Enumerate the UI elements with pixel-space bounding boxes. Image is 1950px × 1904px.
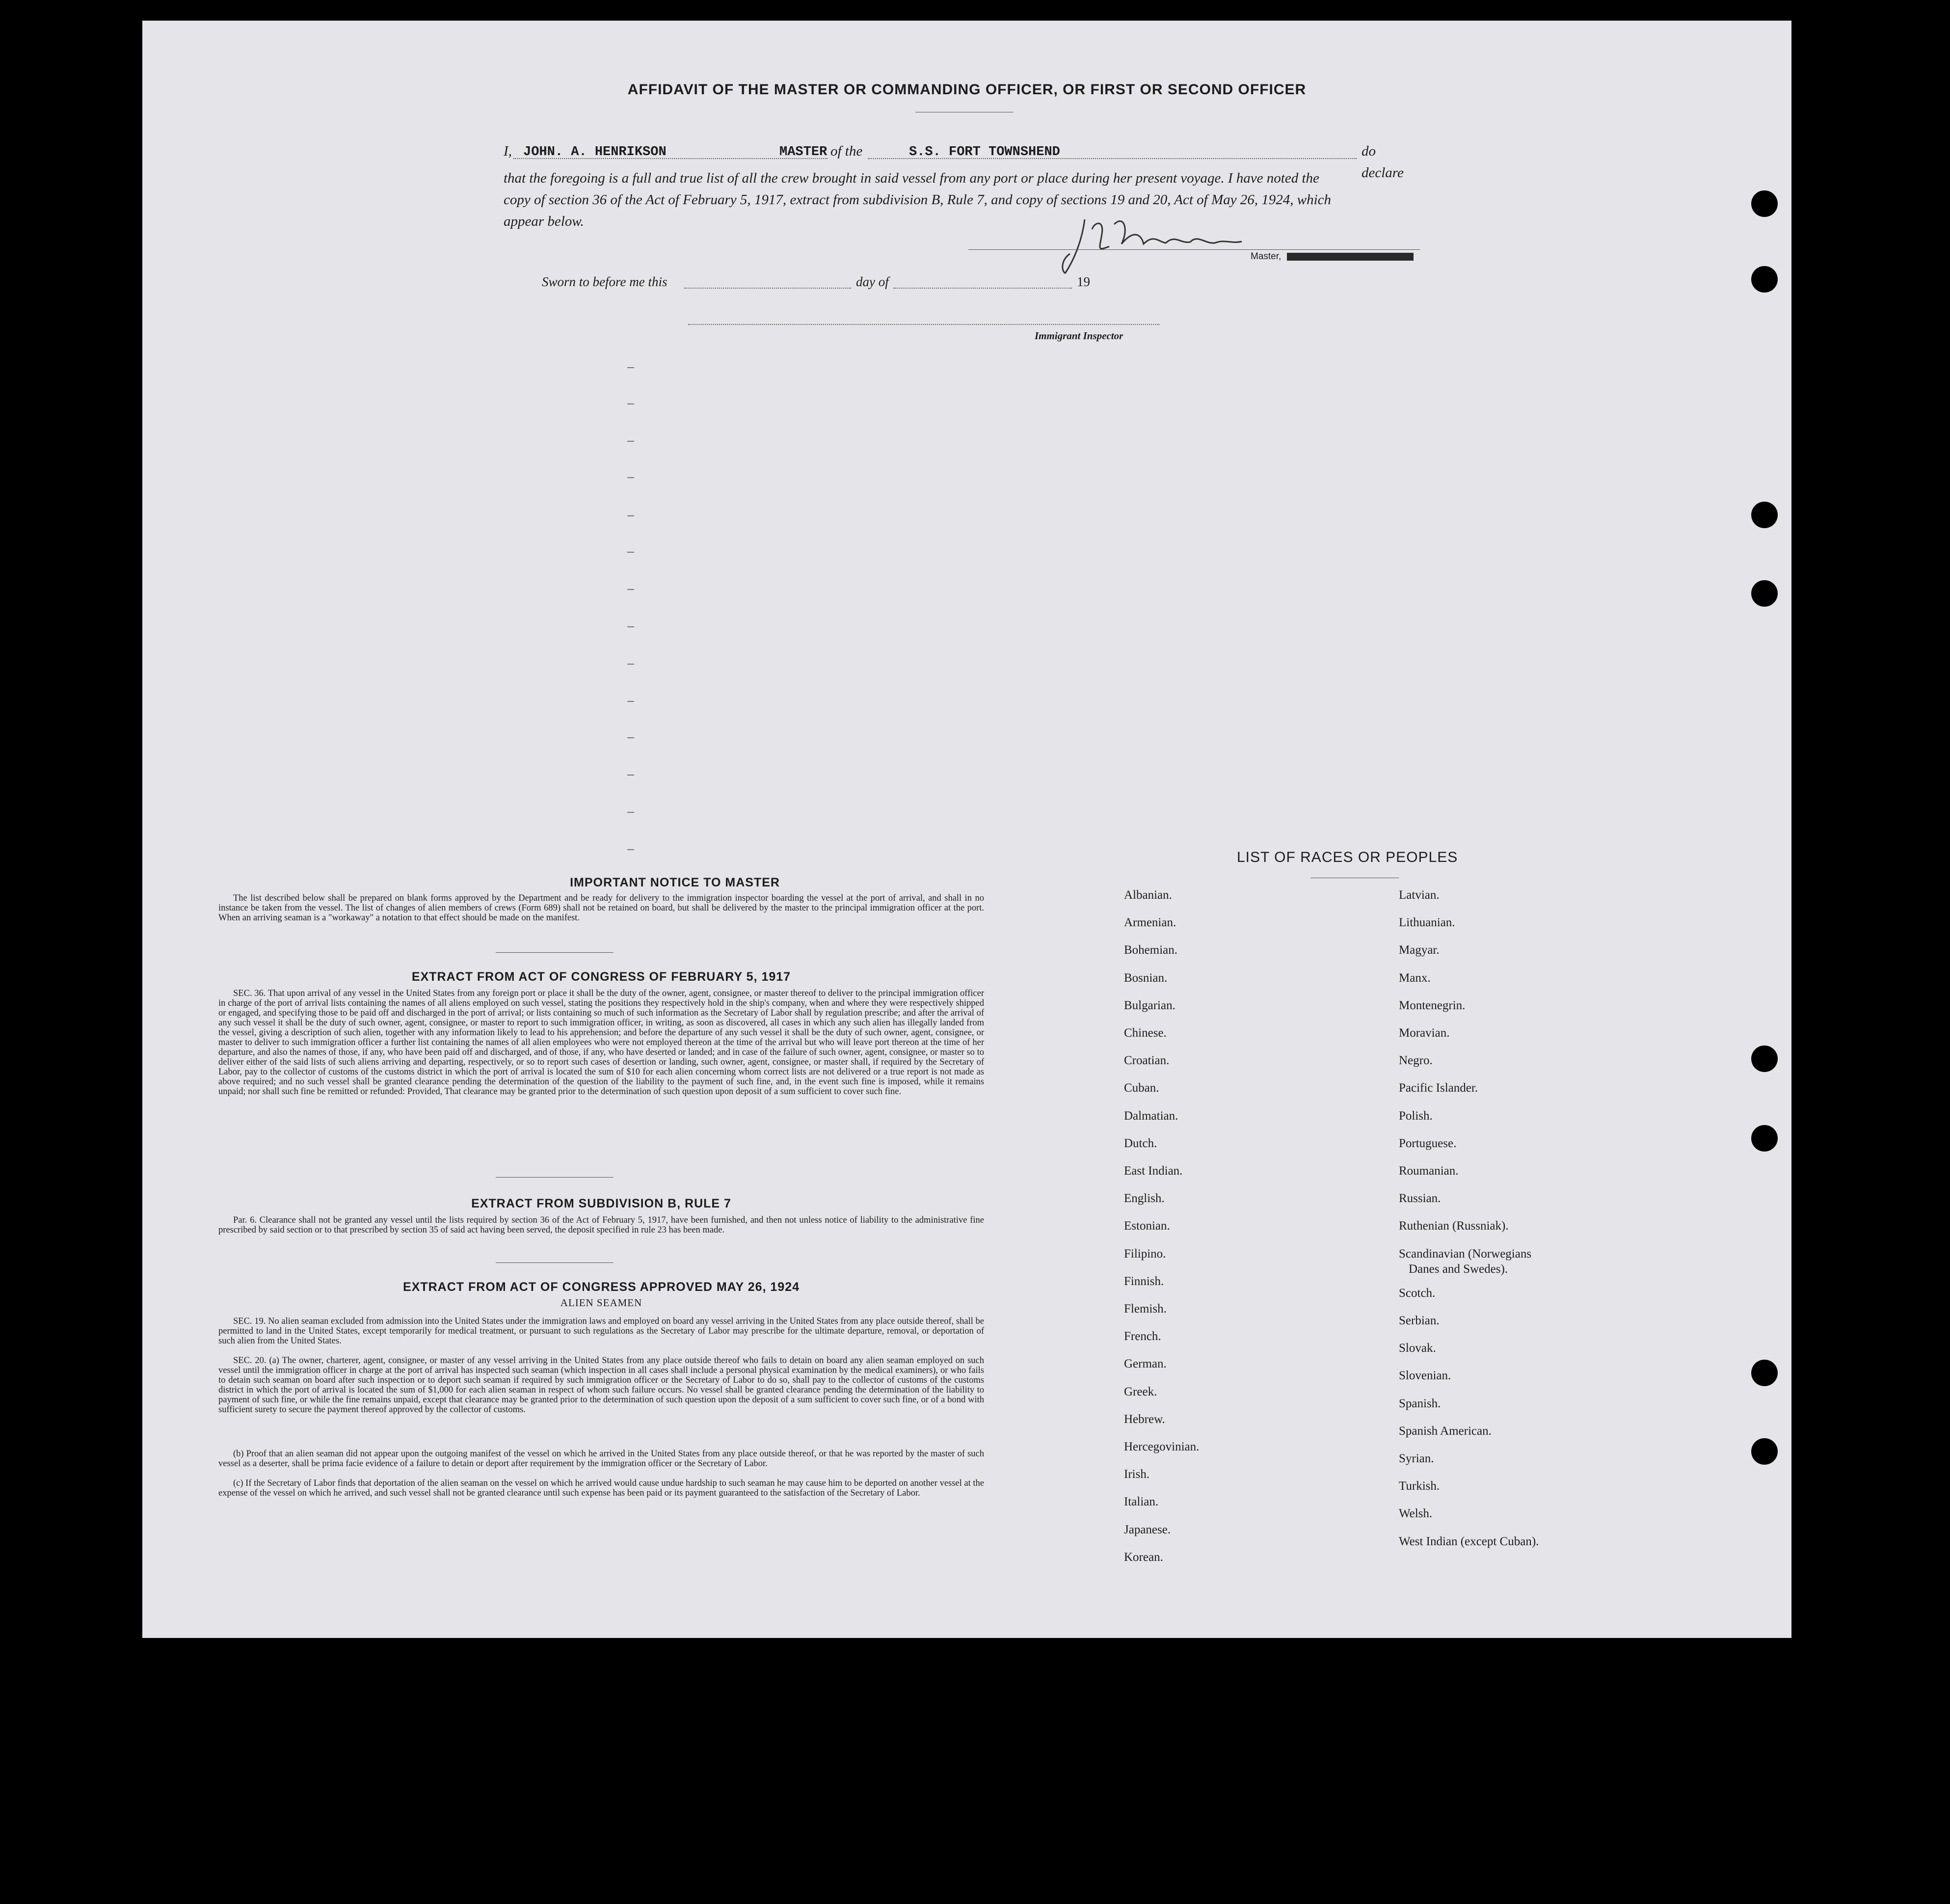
race-item: Slovenian. — [1399, 1369, 1451, 1383]
master-caption — [1251, 251, 1414, 262]
race-item: Irish. — [1124, 1468, 1150, 1481]
extract-1924-title: EXTRACT FROM ACT OF CONGRESS APPROVED MAY 26, 1924 — [402, 1280, 800, 1294]
race-item: Ruthenian (Russniak). — [1399, 1219, 1509, 1233]
race-item: Estonian. — [1124, 1219, 1170, 1233]
rule7-text: Par. 6. Clearance shall not be granted any vessel until the lists required by section 36 of the Act of February 5, 1917, have been furnished, and then not unless notice of liability to the administrative fine prescribed by said section or to that prescribed by section 35 of said act having been served, the deposit specified in rule 23 has been made. — [218, 1215, 984, 1235]
handwritten-signature — [1055, 200, 1252, 278]
row-mark — [627, 664, 634, 665]
row-mark — [627, 589, 634, 590]
race-item: Polish. — [1399, 1109, 1433, 1123]
declaration-line-4: appear below. — [504, 214, 584, 229]
race-item: Bosnian. — [1124, 971, 1168, 985]
year-label: 19 — [1077, 274, 1090, 289]
race-item: East Indian. — [1124, 1164, 1183, 1178]
race-item: Turkish. — [1399, 1479, 1440, 1493]
extract-1917-text: SEC. 36. That upon arrival of any vessel in the United States from any foreign port or place it shall be the duty of the owner, agent, consignee, or master thereof to deliver to the principal immigration officer in charge of the port of arrival lists containing the names of all aliens employed on such vessel, stating the positions they respectively hold in the ship's company, when and where they were respectively shipped or engaged, and specifying those to be paid off and discharged in the port of arrival; or lists containing so much of such information as the Secretary of Labor shall by regulation prescribe; and after the arrival of any such vessel it shall be the duty of such owner, agent, consignee, or master to report to such immigration officer, in writing, as soon as discovered, all cases in which any such alien has illegally landed from the vessel, giving a description of such alien, together with any information likely to lead to his apprehension; and before the departure of any such vessel it shall be the duty of such owner, agent, consignee, or master to deliver to such immigration officer a further list containing the names of all alien employees who were not employed thereon at the time of the arrival but who will leave port thereon at the time of her departure, and also the names of those, if any, who have been paid off and discharged, and of those, if any, who have deserted or landed; and in case of the failure of such owner, agent, consignee, or master so to deliver either of the said lists of such aliens arriving and departing, respectively, or so to report such cases of desertion or landing, such owner, agent, consignee, or master shall, if required by the Secretary of Labor, pay to the collector of customs of the customs district in which the port of arrival is located the sum of $10 for each alien concerning whom correct lists are not delivered or a true report is not made as above required; and no such vessel shall be granted clearance pending the determination of the question of the liability to the payment of such fine, and, in the event such fine is imposed, while it remains unpaid; nor shall such fine be remitted or refunded: Provided, That clearance may be granted prior to the determination of such question upon deposit of a sum sufficient to cover such fine. — [218, 989, 984, 1097]
punch-hole — [1751, 502, 1778, 528]
race-item: Slovak. — [1399, 1341, 1436, 1355]
race-item: Pacific Islander. — [1399, 1081, 1478, 1095]
sec20c-text: (c) If the Secretary of Labor finds that deportation of the alien seaman on the vessel on which he arrived would cause undue hardship to such seaman he may cause him to be deported on another vessel at the expense of the vessel on which he arrived, and such vessel shall not be granted clearance until such expense has been paid or its payment guaranteed to the satisfaction of the Secretary of Labor. — [218, 1478, 984, 1498]
row-mark — [627, 403, 634, 404]
i-label: I, — [504, 143, 512, 159]
race-item: Dutch. — [1124, 1136, 1157, 1150]
sworn-month-line — [893, 288, 1072, 289]
race-item: Flemish. — [1124, 1302, 1167, 1315]
race-item: Moravian. — [1399, 1026, 1450, 1040]
extract-1917-divider — [496, 1177, 614, 1178]
vessel-name: S.S. FORT TOWNSHEND — [909, 145, 1060, 160]
race-item: Spanish. — [1399, 1396, 1441, 1410]
race-item: Italian. — [1124, 1495, 1159, 1509]
race-item: Latvian. — [1399, 888, 1440, 902]
sec20b-text: (b) Proof that an alien seaman did not appear upon the outgoing manifest of the vessel on which he arrived in the United States from any place outside thereof, or that he was reported by the master of such vessel as a deserter, shall be prima facie evidence of a failure to detain or deport after requirement by the immigration officer or the Secretary of Labor. — [218, 1449, 984, 1469]
race-item: English. — [1124, 1192, 1165, 1206]
inspector-caption: Immigrant Inspector — [1035, 330, 1123, 342]
race-item: Scotch. — [1399, 1286, 1436, 1300]
race-item: Hercegovinian. — [1124, 1440, 1200, 1453]
race-item: Japanese. — [1124, 1523, 1171, 1536]
punch-hole — [1751, 1438, 1778, 1465]
vessel-line — [868, 158, 1357, 159]
row-mark — [627, 515, 634, 516]
punch-hole — [1751, 266, 1778, 293]
race-item: Lithuanian. — [1399, 916, 1455, 930]
race-item: West Indian (except Cuban). — [1399, 1534, 1539, 1548]
master-rank: MASTER — [779, 145, 828, 160]
master-name: JOHN. A. HENRIKSON — [523, 145, 667, 160]
row-mark — [627, 701, 634, 702]
of-the-label: of the — [830, 143, 863, 159]
race-item: Croatian. — [1124, 1054, 1170, 1068]
race-item: Welsh. — [1399, 1507, 1433, 1521]
race-item: Portuguese. — [1399, 1136, 1457, 1150]
race-item: Syrian. — [1399, 1452, 1434, 1465]
race-item: Roumanian. — [1399, 1164, 1459, 1178]
punch-hole — [1751, 1360, 1778, 1386]
affidavit-title: AFFIDAVIT OF THE MASTER OR COMMANDING OFFICER, OR FIRST OR SECOND OFFICER — [627, 81, 1307, 98]
master-caption-label: Master, — [1251, 251, 1282, 262]
row-mark — [627, 367, 634, 368]
notice-text: The list described below shall be prepared on blank forms approved by the Department and be ready for delivery to the immigration inspector boarding the vessel at the port of arrival, and shall in no instance be taken from the vessel. The list of changes of alien members of crews (Form 689) shall not be retained on board, but shall be delivered by the master to the principal immigration officer at the port. When an arriving seaman is a "workaway" a notation to that effect should be made on the manifest. — [218, 893, 984, 923]
extract-1917-title: EXTRACT FROM ACT OF CONGRESS OF FEBRUARY 5, 1917 — [411, 970, 791, 984]
document-page — [142, 21, 1791, 1638]
do-declare-label: do declare — [1362, 143, 1404, 181]
race-item: Russian. — [1399, 1192, 1441, 1206]
punch-hole — [1751, 1125, 1778, 1152]
row-mark — [627, 552, 634, 553]
declaration-line-3: copy of section 36 of the Act of February 5, 1917, extract from subdivision B, Rule 7, and copy of sections 19 and 20, Act of May 26, 1924, which — [504, 192, 1332, 208]
race-item: Armenian. — [1124, 916, 1176, 930]
race-item: Filipino. — [1124, 1247, 1166, 1260]
row-mark — [627, 626, 634, 627]
row-mark — [627, 849, 634, 850]
race-item: Manx. — [1399, 971, 1431, 985]
race-item: Spanish American. — [1399, 1424, 1492, 1438]
races-title: LIST OF RACES OR PEOPLES — [1237, 849, 1458, 865]
punch-hole — [1751, 580, 1778, 607]
extract-1924-subtitle: ALIEN SEAMEN — [560, 1297, 642, 1309]
race-item: Korean. — [1124, 1550, 1163, 1564]
sworn-label: Sworn to before me this — [542, 274, 668, 289]
race-item: Bulgarian. — [1124, 998, 1175, 1012]
race-item: German. — [1124, 1357, 1167, 1371]
row-mark — [627, 775, 634, 776]
race-item: Greek. — [1124, 1385, 1157, 1398]
declaration-line-2: that the foregoing is a full and true list of all the crew brought in said vessel from any port or place during her present voyage. I have noted the — [504, 170, 1319, 186]
row-mark — [627, 441, 634, 442]
notice-title: IMPORTANT NOTICE TO MASTER — [570, 876, 780, 889]
row-mark — [627, 812, 634, 813]
row-mark — [627, 737, 634, 738]
sworn-line — [542, 271, 1131, 295]
row-mark — [627, 477, 634, 478]
name-line — [513, 158, 828, 159]
rule7-title: EXTRACT FROM SUBDIVISION B, RULE 7 — [471, 1197, 731, 1210]
race-scandinavian-continued: Danes and Swedes). — [1409, 1262, 1508, 1276]
struck-text — [1287, 253, 1414, 261]
race-item: Finnish. — [1124, 1274, 1164, 1288]
race-item: Albanian. — [1124, 888, 1172, 902]
race-item: Dalmatian. — [1124, 1109, 1178, 1123]
race-item: Magyar. — [1399, 943, 1440, 957]
race-item: Serbian. — [1399, 1314, 1440, 1327]
race-item: Montenegrin. — [1399, 998, 1466, 1012]
sworn-day-line — [684, 288, 851, 289]
race-item: Chinese. — [1124, 1026, 1167, 1040]
race-item: Scandinavian (Norwegians — [1399, 1247, 1532, 1260]
punch-hole — [1751, 190, 1778, 217]
sec19-text: SEC. 19. No alien seaman excluded from admission into the United States under the immigration laws and employed on board any vessel arriving in the United States from any place outside thereof, shall be permitted to land in the United States, except temporarily for medical treatment, or pursuant to such regulations as the Secretary of Labor may prescribe for the ultimate departure, removal, or deportation of such alien from the United States. — [218, 1316, 984, 1346]
signature-line — [968, 249, 1420, 250]
sec20a-text: SEC. 20. (a) The owner, charterer, agent, consignee, or master of any vessel arriving in the United States from any place outside thereof who fails to detain on board any alien seaman employed on such vessel until the immigration officer in charge at the port of arrival has inspected such seaman (which inspection in all cases shall include a personal physical examination by the medical examiners), or who fails to detain such seaman on board after such inspection or to deport such seaman if required by such immigration officer or the Secretary of Labor to do so, shall pay to the collector of customs of the customs district in which the port of arrival is located the sum of $1,000 for each alien seaman in respect of whom such failure occurs. No vessel shall be granted clearance pending the determination of the liability to payment of such fine, or while the fine remains unpaid, except that clearance may be granted prior to the determination of such question upon the deposit of a sum sufficient to cover such fine, or of a bond with sufficient surety to secure the payment thereof approved by the collector of customs. — [218, 1356, 984, 1415]
punch-hole — [1751, 1046, 1778, 1072]
rule7-divider — [496, 1262, 614, 1263]
race-item: Bohemian. — [1124, 943, 1178, 957]
race-item: Hebrew. — [1124, 1412, 1165, 1426]
day-of-label: day of — [856, 274, 889, 289]
notice-divider — [496, 952, 614, 953]
race-item: French. — [1124, 1330, 1161, 1343]
race-item: Negro. — [1399, 1054, 1433, 1068]
race-item: Cuban. — [1124, 1081, 1159, 1095]
